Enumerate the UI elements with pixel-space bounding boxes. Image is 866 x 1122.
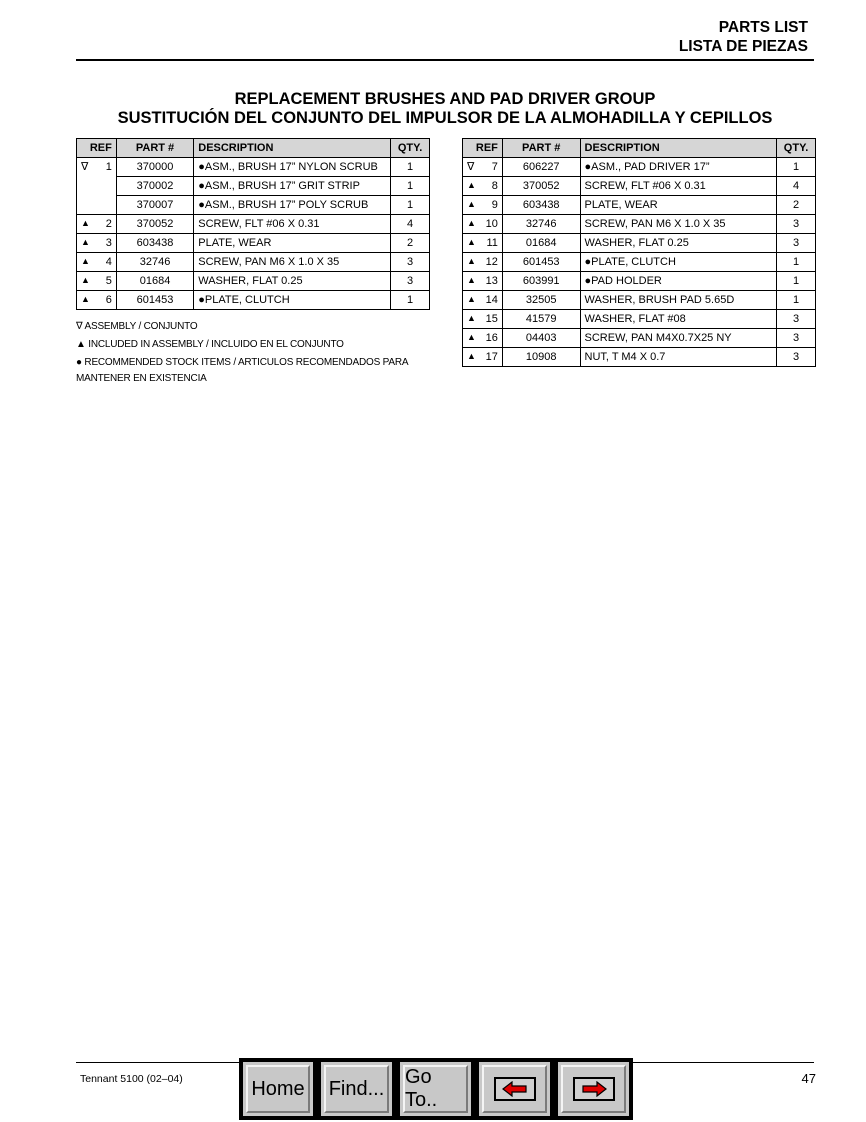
part-number: 603438 (116, 234, 193, 253)
previous-page-button[interactable] (475, 1058, 554, 1120)
description: ●ASM., BRUSH 17” GRIT STRIP (194, 177, 391, 196)
description: PLATE, WEAR (580, 196, 777, 215)
table-row (77, 253, 430, 272)
quantity: 1 (777, 272, 816, 291)
included-marker: ▲ (467, 237, 476, 247)
ref-cell: ▲ 9 (463, 196, 503, 215)
description: ●ASM., BRUSH 17” POLY SCRUB (194, 196, 391, 215)
ref-cell: ▲ 4 (77, 253, 117, 272)
included-marker: ▲ (81, 294, 90, 304)
included-marker: ▲ (467, 180, 476, 190)
description: WASHER, BRUSH PAD 5.65D (580, 291, 777, 310)
ref-cell: ∇ 1 (77, 158, 117, 177)
part-number: 04403 (502, 329, 580, 348)
table-row (463, 196, 816, 215)
quantity: 1 (391, 196, 430, 215)
header-title-es: LISTA DE PIEZAS (678, 38, 808, 55)
description: SCREW, PAN M6 X 1.0 X 35 (580, 215, 777, 234)
ref-cell: ▲ 15 (463, 310, 503, 329)
quantity: 3 (777, 329, 816, 348)
ref-cell: ▲ 16 (463, 329, 503, 348)
part-number: 01684 (502, 234, 580, 253)
included-marker: ▲ (467, 332, 476, 342)
description: WASHER, FLAT 0.25 (194, 272, 391, 291)
part-number: 32505 (502, 291, 580, 310)
description: ●ASM., PAD DRIVER 17” (580, 158, 777, 177)
note-included: ▲ INCLUDED IN ASSEMBLY / INCLUIDO EN EL CONJUNTO (76, 339, 344, 350)
part-number: 370007 (116, 196, 193, 215)
col-header-description: DESCRIPTION (194, 139, 391, 158)
table-row (463, 177, 816, 196)
quantity: 4 (391, 215, 430, 234)
col-header-part: PART # (116, 139, 193, 158)
description: NUT, T M4 X 0.7 (580, 348, 777, 367)
col-header-description: DESCRIPTION (580, 139, 777, 158)
description: SCREW, FLT #06 X 0.31 (580, 177, 777, 196)
table-row (77, 272, 430, 291)
legend-notes (76, 318, 416, 388)
quantity: 4 (777, 177, 816, 196)
table-row (463, 291, 816, 310)
note-assembly: ∇ ASSEMBLY / CONJUNTO (76, 321, 198, 332)
parts-table-left (76, 138, 430, 310)
included-marker: ▲ (467, 275, 476, 285)
ref-cell: ∇ 7 (463, 158, 503, 177)
part-number: 370052 (116, 215, 193, 234)
ref-cell: ▲ 17 (463, 348, 503, 367)
header-rule (76, 59, 814, 61)
description: ●PLATE, CLUTCH (580, 253, 777, 272)
left-arrow-icon (494, 1077, 536, 1101)
ref-cell (77, 196, 117, 215)
included-marker: ▲ (467, 218, 476, 228)
table-row (77, 215, 430, 234)
part-number: 606227 (502, 158, 580, 177)
assembly-marker: ∇ (81, 161, 89, 173)
part-number: 370000 (116, 158, 193, 177)
home-button-label: Home (251, 1077, 305, 1100)
next-page-button[interactable] (554, 1058, 633, 1120)
included-marker: ▲ (81, 256, 90, 266)
page-title (76, 90, 814, 128)
table-row (463, 158, 816, 177)
ref-cell: ▲ 6 (77, 291, 117, 310)
table-row (463, 348, 816, 367)
included-marker: ▲ (81, 218, 90, 228)
col-header-qty: QTY. (391, 139, 430, 158)
description: ●PAD HOLDER (580, 272, 777, 291)
find-button[interactable] (317, 1058, 396, 1120)
table-row (463, 234, 816, 253)
ref-cell: ▲ 8 (463, 177, 503, 196)
included-marker: ▲ (467, 294, 476, 304)
quantity: 1 (777, 158, 816, 177)
col-header-part: PART # (502, 139, 580, 158)
quantity: 2 (777, 196, 816, 215)
quantity: 1 (391, 158, 430, 177)
goto-button-label: Go To.. (405, 1066, 438, 1111)
description: SCREW, FLT #06 X 0.31 (194, 215, 391, 234)
table-row (463, 272, 816, 291)
ref-cell: ▲ 3 (77, 234, 117, 253)
included-marker: ▲ (467, 313, 476, 323)
description: ●PLATE, CLUTCH (194, 291, 391, 310)
header-title-en: PARTS LIST (718, 19, 808, 36)
quantity: 1 (391, 177, 430, 196)
quantity: 3 (777, 310, 816, 329)
footer-model: Tennant 5100 (02–04) (80, 1073, 183, 1085)
included-marker: ▲ (81, 275, 90, 285)
part-number: 601453 (116, 291, 193, 310)
description: WASHER, FLAT #08 (580, 310, 777, 329)
parts-table-right (462, 138, 816, 367)
quantity: 3 (777, 348, 816, 367)
description: ●ASM., BRUSH 17” NYLON SCRUB (194, 158, 391, 177)
ref-cell: ▲ 2 (77, 215, 117, 234)
description: WASHER, FLAT 0.25 (580, 234, 777, 253)
ref-cell: ▲ 12 (463, 253, 503, 272)
table-header-row (77, 139, 430, 158)
table-row (463, 253, 816, 272)
description: SCREW, PAN M6 X 1.0 X 35 (194, 253, 391, 272)
assembly-marker: ∇ (467, 161, 475, 173)
quantity: 3 (777, 234, 816, 253)
find-button-label: Find... (328, 1077, 385, 1100)
quantity: 3 (391, 272, 430, 291)
part-number: 601453 (502, 253, 580, 272)
table-row (77, 196, 430, 215)
page-title-es: SUSTITUCIÓN DEL CONJUNTO DEL IMPULSOR DE LA ALMOHADILLA Y CEPILLOS (117, 109, 773, 127)
part-number: 32746 (116, 253, 193, 272)
ref-cell: ▲ 11 (463, 234, 503, 253)
part-number: 41579 (502, 310, 580, 329)
included-marker: ▲ (467, 199, 476, 209)
note-stock: ● RECOMMENDED STOCK ITEMS / ARTICULOS RECOMENDADOS PARA (76, 357, 409, 368)
quantity: 1 (777, 253, 816, 272)
included-marker: ▲ (467, 256, 476, 266)
part-number: 10908 (502, 348, 580, 367)
part-number: 603438 (502, 196, 580, 215)
quantity: 3 (391, 253, 430, 272)
page-title-en: REPLACEMENT BRUSHES AND PAD DRIVER GROUP (234, 90, 656, 108)
ref-cell: ▲ 13 (463, 272, 503, 291)
quantity: 1 (777, 291, 816, 310)
page-number: 47 (801, 1071, 816, 1086)
description: SCREW, PAN M4X0.7X25 NY (580, 329, 777, 348)
quantity: 1 (391, 291, 430, 310)
ref-cell (77, 177, 117, 196)
table-row (77, 158, 430, 177)
col-header-qty: QTY. (777, 139, 816, 158)
table-row (463, 215, 816, 234)
part-number: 603991 (502, 272, 580, 291)
table-row (77, 291, 430, 310)
description: PLATE, WEAR (194, 234, 391, 253)
goto-button[interactable] (396, 1058, 475, 1120)
col-header-ref: REF (463, 139, 503, 158)
part-number: 32746 (502, 215, 580, 234)
col-header-ref: REF (77, 139, 117, 158)
header-title (679, 18, 808, 56)
table-row (77, 234, 430, 253)
table-row (463, 329, 816, 348)
table-header-row (463, 139, 816, 158)
ref-cell: ▲ 5 (77, 272, 117, 291)
part-number: 370052 (502, 177, 580, 196)
right-arrow-icon (573, 1077, 615, 1101)
home-button[interactable] (239, 1058, 317, 1120)
quantity: 2 (391, 234, 430, 253)
quantity: 3 (777, 215, 816, 234)
ref-cell: ▲ 14 (463, 291, 503, 310)
note-stock-cont: MANTENER EN EXISTENCIA (76, 373, 207, 384)
table-row (463, 310, 816, 329)
included-marker: ▲ (81, 237, 90, 247)
part-number: 01684 (116, 272, 193, 291)
ref-cell: ▲ 10 (463, 215, 503, 234)
part-number: 370002 (116, 177, 193, 196)
included-marker: ▲ (467, 351, 476, 361)
table-row (77, 177, 430, 196)
